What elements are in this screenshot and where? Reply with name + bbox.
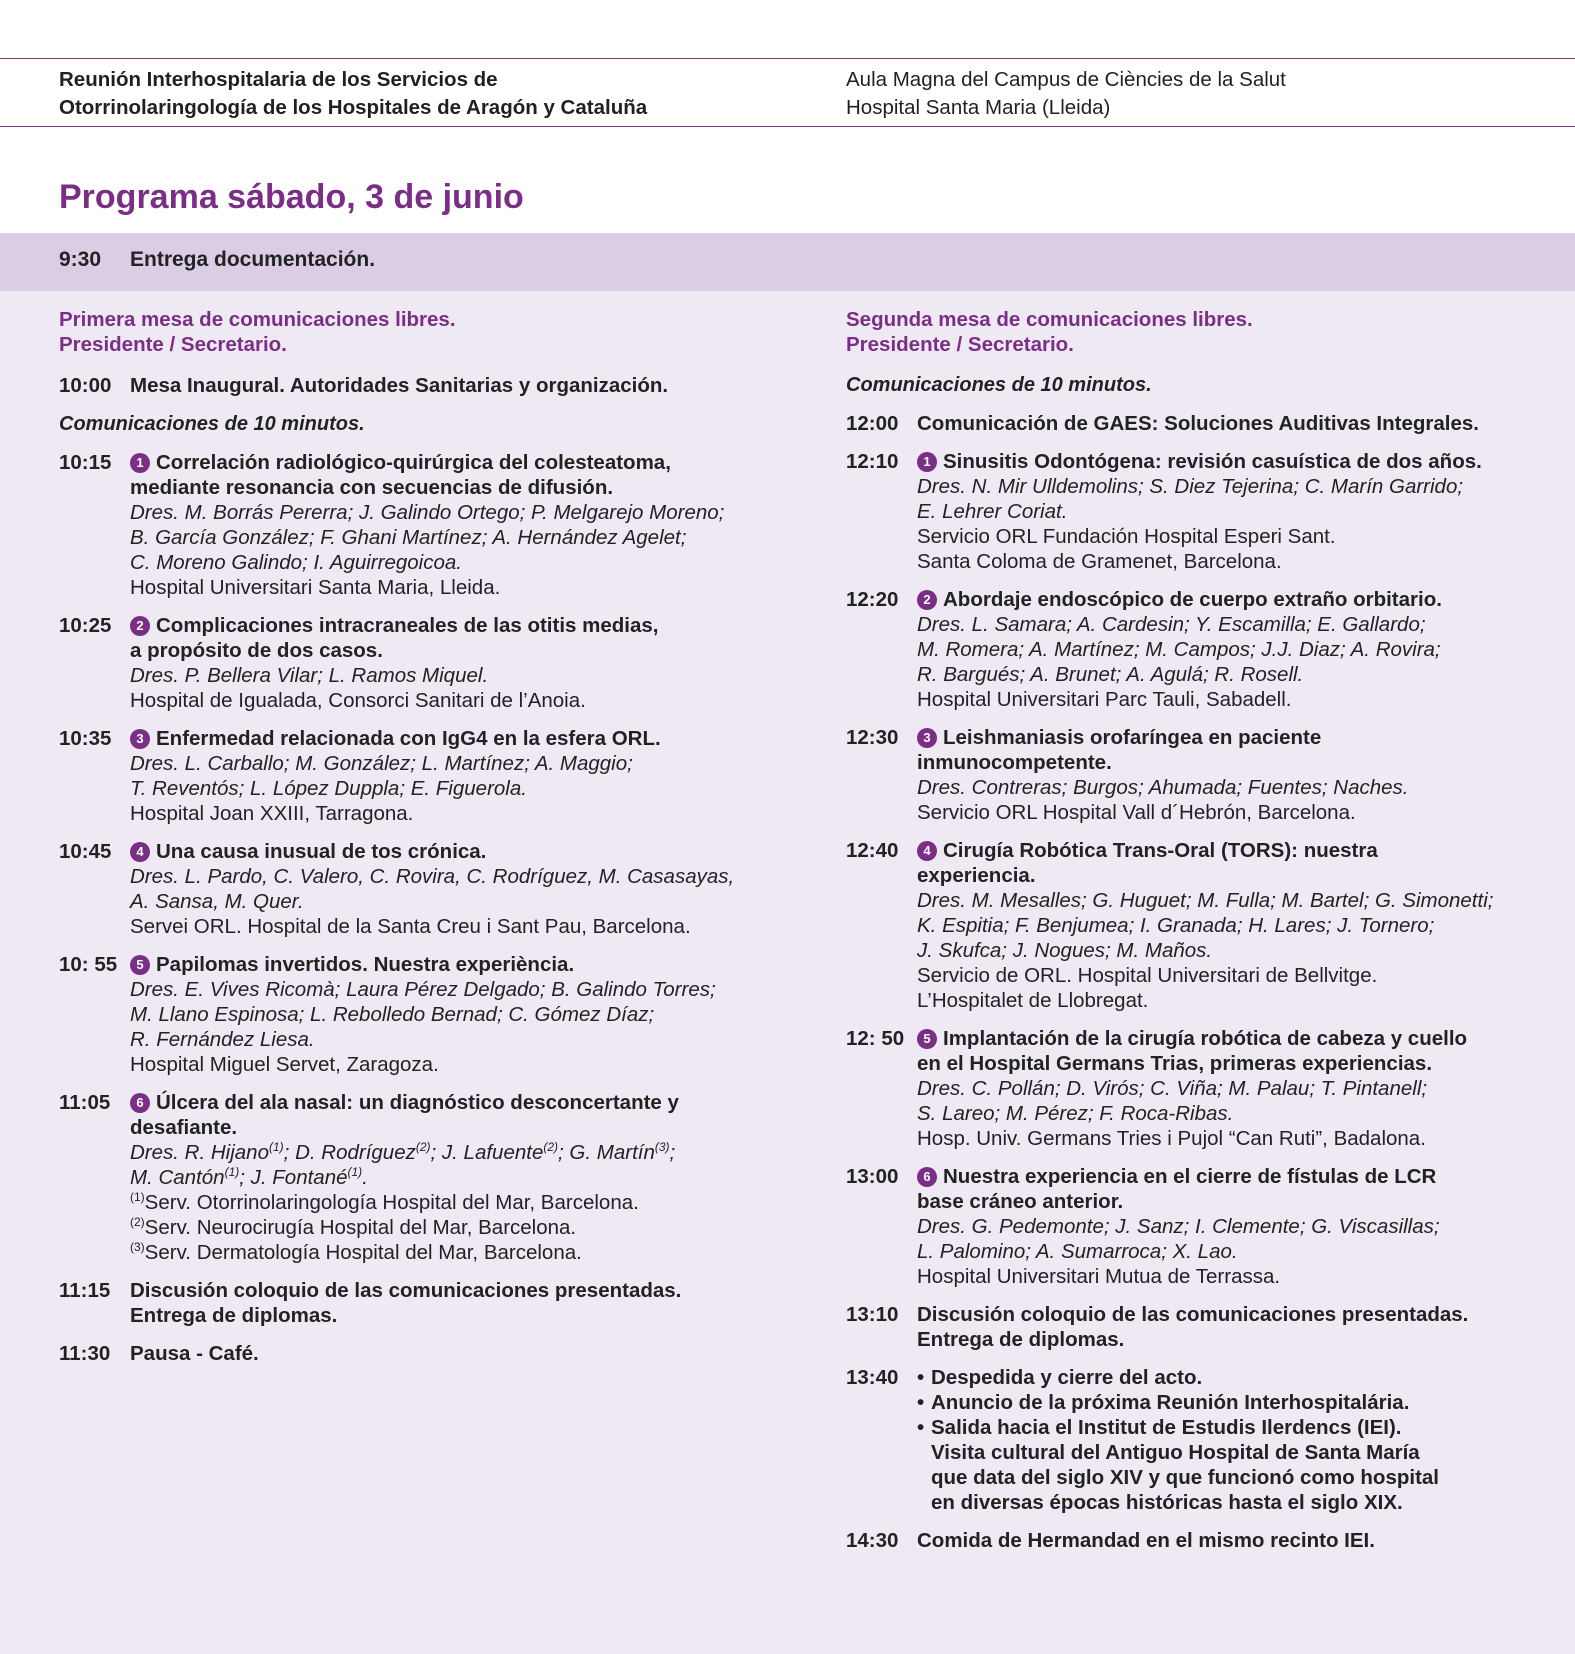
communication-time: 12: 50 xyxy=(846,1027,905,1050)
communication-institution: Servicio ORL Hospital Vall d´Hebrón, Barcelona. xyxy=(917,801,1356,824)
communication-title: 1 Sinusitis Odontógena: revisión casuística de dos años. xyxy=(917,449,1546,474)
communication-item xyxy=(59,952,759,1077)
section-title-second: Segunda mesa de comunicaciones libres. Presidente / Secretario. xyxy=(846,308,1253,356)
communication-authors: Dres. M. Mesalles; G. Huguet; M. Fulla; M. Bartel; G. Simonetti; K. Espitia; F. Benjumea; I. Granada; H. Lares; J. Tornero; J. Skufca; J. Nogues; M. Maños. xyxy=(917,889,1494,962)
closing-bullet-item: • Anuncio de la próxima Reunión Interhospitalária. xyxy=(917,1391,1410,1414)
communication-item xyxy=(846,449,1546,574)
communication-institution: Hospital Universitari Mutua de Terrassa. xyxy=(917,1265,1281,1288)
communication-title: 4 Una causa inusual de tos crónica. xyxy=(130,839,759,864)
schedule-row-pause: 11:30 Pausa - Café. xyxy=(59,1342,259,1365)
event-name: Reunión Interhospitalaria de los Servicios de Otorrinolaringología de los Hospitales de Aragón y Cataluña xyxy=(59,68,648,119)
communication-title: 6 Úlcera del ala nasal: un diagnóstico desconcertante y desafiante. xyxy=(130,1091,679,1139)
communication-item xyxy=(59,613,759,713)
page-title: Programa sábado, 3 de junio xyxy=(59,178,524,216)
number-badge-icon: 2 xyxy=(917,590,937,610)
bullet-icon: • xyxy=(917,1391,925,1414)
schedule-row-discussion: 13:10 Discusión coloquio de las comunicaciones presentadas. Entrega de diplomas. xyxy=(846,1303,1469,1351)
number-badge-icon: 5 xyxy=(130,955,150,975)
communication-authors: Dres. M. Borrás Pererra; J. Galindo Ortego; P. Melgarejo Moreno; B. García González; F. Ghani Martínez; A. Hernández Agelet; C. Moreno Galindo; I. Aguirregoicoa. xyxy=(130,501,725,574)
communication-item xyxy=(846,725,1546,825)
communication-institution: Hospital Universitari Santa Maria, Lleida. xyxy=(130,576,501,599)
right-column xyxy=(846,307,1546,1553)
bullet-icon: • xyxy=(917,1366,925,1389)
communication-item xyxy=(846,838,1546,1013)
communication-body xyxy=(917,838,1546,1013)
communication-institution: Hosp. Univ. Germans Tries i Pujol “Can Ruti”, Badalona. xyxy=(917,1127,1426,1150)
communication-body xyxy=(130,1090,759,1265)
communication-body xyxy=(917,1164,1546,1289)
number-badge-icon: 1 xyxy=(130,453,150,473)
communication-body xyxy=(917,725,1546,825)
communication-authors: Dres. G. Pedemonte; J. Sanz; I. Clemente; G. Viscasillas; L. Palomino; A. Sumarroca; X. Lao. xyxy=(917,1215,1440,1263)
communication-institution: Hospital Miguel Servet, Zaragoza. xyxy=(130,1053,439,1076)
bullet-icon: • xyxy=(917,1416,925,1439)
schedule-row-closing: 13:40 • Despedida y cierre del acto. • Anuncio de la próxima Reunión Interhospitalária. • Salida hacia el Institut de Estudis Ilerdencs (IEI). Visita cultural del Antiguo Hospital de Santa María que data del siglo XIV y que funcionó como hospital en diversas épocas históricas hasta el siglo XIX. xyxy=(846,1365,1546,1515)
communication-title: 5 Papilomas invertidos. Nuestra experiència. xyxy=(130,952,759,977)
communication-body xyxy=(130,613,759,713)
communication-institution: Hospital de Igualada, Consorci Sanitari de l’Anoia. xyxy=(130,689,586,712)
communication-item xyxy=(59,1090,759,1265)
registration-band xyxy=(0,233,1575,291)
header-bottom-rule xyxy=(0,126,1575,127)
communication-time: 12:40 xyxy=(846,839,899,862)
communication-authors: Dres. L. Carballo; M. González; L. Martínez; A. Maggio; T. Reventós; L. López Duppla; E. Figuerola. xyxy=(130,752,633,800)
communication-item xyxy=(846,587,1546,712)
communication-time: 10:25 xyxy=(59,614,112,637)
right-communications-list xyxy=(846,449,1546,1289)
communication-time: 10: 55 xyxy=(59,953,118,976)
number-badge-icon: 2 xyxy=(130,616,150,636)
communication-authors: Dres. E. Vives Ricomà; Laura Pérez Delgado; B. Galindo Torres; M. Llano Espinosa; L. Rebolledo Bernad; C. Gómez Díaz; R. Fernández Liesa. xyxy=(130,978,716,1051)
communication-body xyxy=(130,839,759,939)
schedule-row-lunch: 14:30 Comida de Hermandad en el mismo recinto IEI. xyxy=(846,1529,1375,1552)
event-venue: Aula Magna del Campus de Ciències de la Salut Hospital Santa Maria (Lleida) xyxy=(846,68,1286,119)
schedule-row-gaes: 12:00 Comunicación de GAES: Soluciones Auditivas Integrales. xyxy=(846,412,1479,435)
closing-bullets xyxy=(917,1365,1546,1515)
communication-authors: Dres. N. Mir Ulldemolins; S. Diez Tejerina; C. Marín Garrido; E. Lehrer Coriat. xyxy=(917,475,1464,523)
communication-item xyxy=(846,1026,1546,1151)
communication-title: 4 Cirugía Robótica Trans-Oral (TORS): nuestra experiencia. xyxy=(917,839,1378,887)
communication-title: 2 Complicaciones intracraneales de las otitis medias, a propósito de dos casos. xyxy=(130,614,659,662)
communication-institution: Servei ORL. Hospital de la Santa Creu i Sant Pau, Barcelona. xyxy=(130,915,691,938)
communication-authors: Dres. Contreras; Burgos; Ahumada; Fuentes; Naches. xyxy=(917,776,1409,799)
number-badge-icon: 4 xyxy=(917,841,937,861)
communications-note: Comunicaciones de 10 minutos. xyxy=(59,413,365,435)
left-communications-list xyxy=(59,450,759,1265)
communication-item xyxy=(846,1164,1546,1289)
registration-time: 9:30 xyxy=(59,248,102,271)
communication-institution: Hospital Universitari Parc Tauli, Sabadell. xyxy=(917,688,1292,711)
communication-authors: Dres. L. Pardo, C. Valero, C. Rovira, C. Rodríguez, M. Casasayas, A. Sansa, M. Quer. xyxy=(130,865,735,913)
header xyxy=(0,64,1575,124)
number-badge-icon: 3 xyxy=(917,728,937,748)
communication-time: 11:05 xyxy=(59,1091,111,1114)
section-title-first: Primera mesa de comunicaciones libres. Presidente / Secretario. xyxy=(59,308,456,356)
communication-body xyxy=(917,587,1546,712)
communication-time: 10:15 xyxy=(59,451,112,474)
communication-item xyxy=(59,450,759,600)
communication-item xyxy=(59,726,759,826)
schedule-row-discussion: 11:15 Discusión coloquio de las comunicaciones presentadas. Entrega de diplomas. xyxy=(59,1279,682,1327)
top-rule xyxy=(0,58,1575,59)
communication-body xyxy=(130,726,759,826)
communication-title: 3 Enfermedad relacionada con IgG4 en la esfera ORL. xyxy=(130,726,759,751)
number-badge-icon: 1 xyxy=(917,452,937,472)
closing-bullet-item: • Despedida y cierre del acto. xyxy=(917,1366,1203,1389)
communication-title: 3 Leishmaniasis orofaríngea en paciente inmunocompetente. xyxy=(917,726,1322,774)
communication-body xyxy=(130,450,759,600)
communication-item xyxy=(59,839,759,939)
communications-note: Comunicaciones de 10 minutos. xyxy=(846,374,1152,396)
communication-time: 12:20 xyxy=(846,588,899,611)
registration-text: Entrega documentación. xyxy=(130,248,376,271)
communication-title: 1 Correlación radiológico-quirúrgica del colesteatoma, mediante resonancia con secuencias de difusión. xyxy=(130,451,671,499)
communication-authors: Dres. L. Samara; A. Cardesin; Y. Escamilla; E. Gallardo; M. Romera; A. Martínez; M. Campos; J.J. Diaz; A. Rovira; R. Bargués; A. Brunet; A. Agulá; R. Rosell. xyxy=(917,613,1441,686)
communication-authors: Dres. C. Pollán; D. Virós; C. Viña; M. Palau; T. Pintanell; S. Lareo; M. Pérez; F. Roca-Ribas. xyxy=(917,1077,1428,1125)
number-badge-icon: 5 xyxy=(917,1029,937,1049)
communication-title: 2 Abordaje endoscópico de cuerpo extraño orbitario. xyxy=(917,587,1546,612)
communication-title: 5 Implantación de la cirugía robótica de cabeza y cuello en el Hospital Germans Trias, primeras experiencias. xyxy=(917,1027,1468,1075)
program-content xyxy=(0,291,1575,1654)
communication-institution: Hospital Joan XXIII, Tarragona. xyxy=(130,802,414,825)
number-badge-icon: 3 xyxy=(130,729,150,749)
schedule-row-inaugural: 10:00 Mesa Inaugural. Autoridades Sanitarias y organización. xyxy=(59,374,669,397)
communication-authors: Dres. P. Bellera Vilar; L. Ramos Miquel. xyxy=(130,664,489,687)
number-badge-icon: 6 xyxy=(130,1093,150,1113)
communication-institution: Servicio de ORL. Hospital Universitari de Bellvitge. L’Hospitalet de Llobregat. xyxy=(917,964,1378,1012)
communication-time: 13:00 xyxy=(846,1165,899,1188)
communication-time: 10:35 xyxy=(59,727,112,750)
communication-body xyxy=(130,952,759,1077)
communication-authors: Dres. R. Hijano$^{(1)}$; D. Rodríguez$^{(2)}$; J. Lafuente$^{(2)}$; G. Martín$^{(3)}$; M. Cantón$^{(1)}$; J. Fontané$^{(1)}$. xyxy=(130,1140,676,1189)
number-badge-icon: 6 xyxy=(917,1167,937,1187)
communication-title: 6 Nuestra experiencia en el cierre de fístulas de LCR base cráneo anterior. xyxy=(917,1165,1437,1213)
left-column xyxy=(59,307,759,1366)
closing-bullet-item: • Salida hacia el Institut de Estudis Ilerdencs (IEI). Visita cultural del Antiguo Hospital de Santa María que data del siglo XIV y que funcionó como hospital en diversas épocas históricas hasta el siglo XIX. xyxy=(917,1416,1439,1514)
communication-time: 12:10 xyxy=(846,450,899,473)
communication-institution: Servicio ORL Fundación Hospital Esperi Sant. Santa Coloma de Gramenet, Barcelona. xyxy=(917,525,1336,573)
communication-time: 10:45 xyxy=(59,840,112,863)
number-badge-icon: 4 xyxy=(130,842,150,862)
communication-body xyxy=(917,1026,1546,1151)
communication-body xyxy=(917,449,1546,574)
communication-institution: $^{(1)}$Serv. Otorrinolaringología Hospital del Mar, Barcelona. $^{(2)}$Serv. Neurocirugía Hospital del Mar, Barcelona. $^{(3)}$Serv. Dermatología Hospital del Mar, Barcelona. xyxy=(130,1190,639,1264)
communication-time: 12:30 xyxy=(846,726,899,749)
